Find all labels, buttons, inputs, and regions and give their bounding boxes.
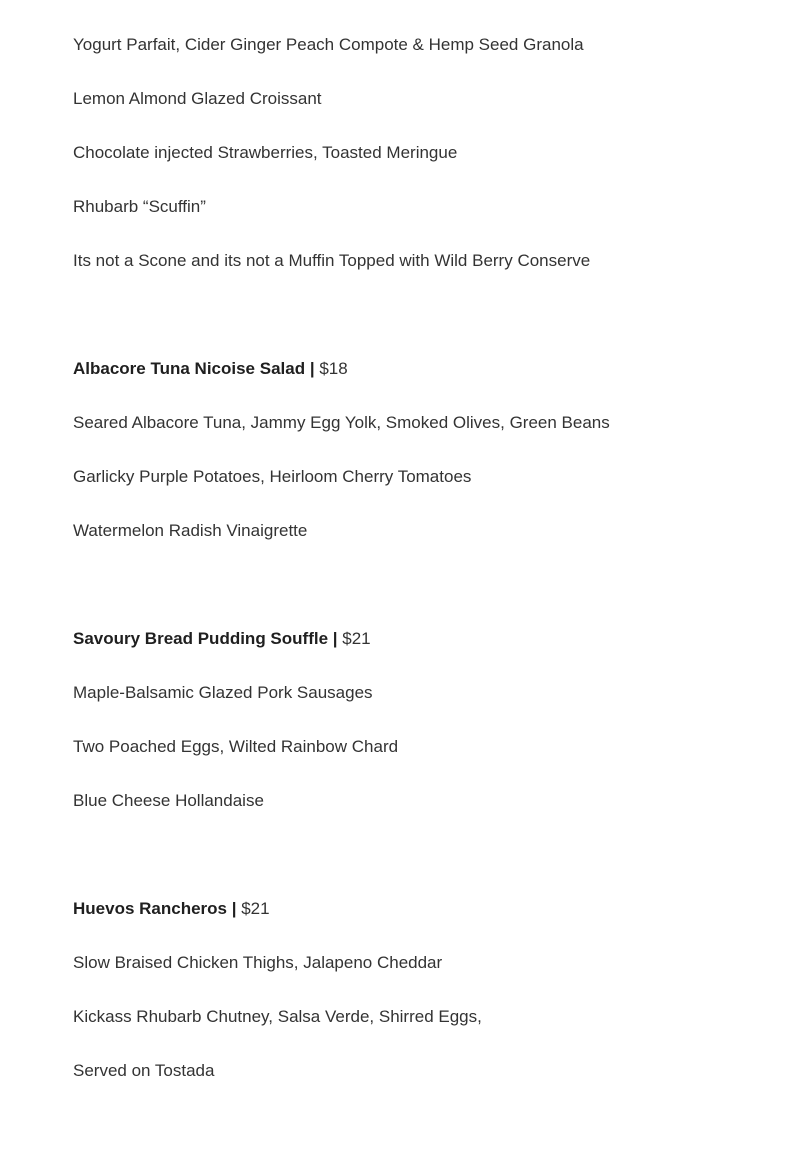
dish-price: $21 [241,899,270,918]
dish-description-line: Blue Cheese Hollandaise [73,791,264,810]
menu-item-line: Yogurt Parfait, Cider Ginger Peach Compote & Hemp Seed Granola [73,35,584,54]
dish-description-line: Seared Albacore Tuna, Jammy Egg Yolk, Smoked Olives, Green Beans [73,413,610,432]
dish-description-line: Served on Tostada [73,1061,215,1080]
dish-title: Albacore Tuna Nicoise Salad | [73,359,315,378]
dish-title: Huevos Rancheros | [73,899,237,918]
dish-heading [73,628,371,650]
menu-item-line: Lemon Almond Glazed Croissant [73,89,322,108]
menu-item-line: Rhubarb “Scuffin” [73,197,206,216]
menu-item-line: Its not a Scone and its not a Muffin Topped with Wild Berry Conserve [73,251,591,270]
dish-price: $21 [342,629,371,648]
dish-heading [73,898,270,920]
dish-description-line: Slow Braised Chicken Thighs, Jalapeno Cheddar [73,953,443,972]
dish-description-line: Maple-Balsamic Glazed Pork Sausages [73,683,373,702]
dish-title: Savoury Bread Pudding Souffle | [73,629,338,648]
dish-description-line: Garlicky Purple Potatoes, Heirloom Cherry Tomatoes [73,467,472,486]
menu-item-line: Chocolate injected Strawberries, Toasted Meringue [73,143,458,162]
dish-description-line: Watermelon Radish Vinaigrette [73,521,308,540]
dish-heading [73,358,348,380]
dish-description-line: Two Poached Eggs, Wilted Rainbow Chard [73,737,399,756]
dish-description-line: Kickass Rhubarb Chutney, Salsa Verde, Shirred Eggs, [73,1007,482,1026]
dish-price: $18 [319,359,348,378]
